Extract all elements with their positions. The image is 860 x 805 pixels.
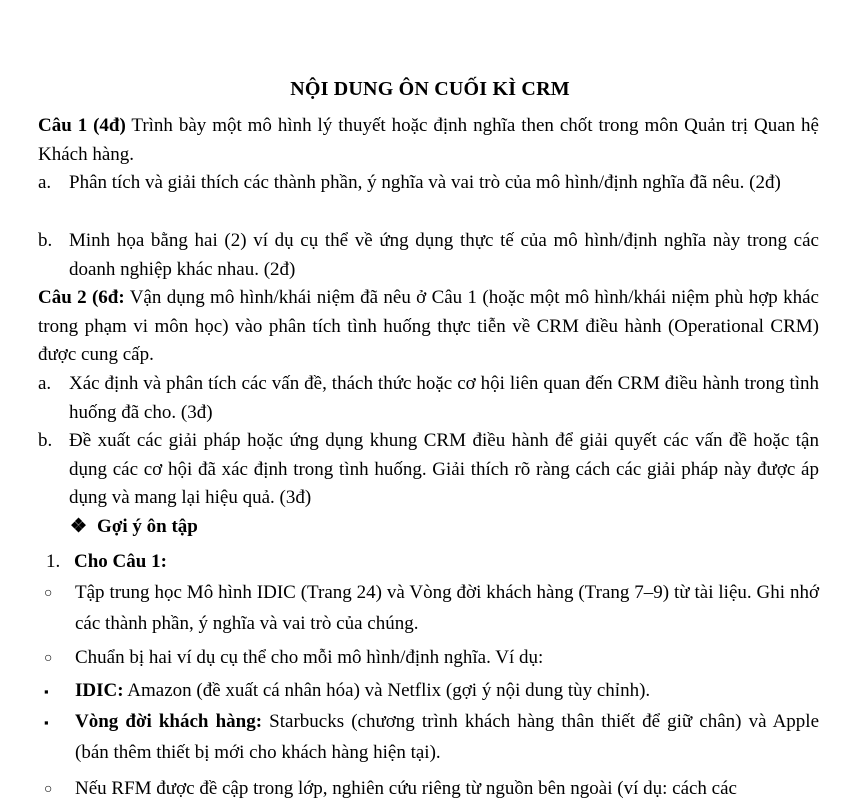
sub-bullet-2-text: Starbucks (chương trình khách hàng thân thiết để giữ chân) và Apple (bán thêm thiết bị mới cho khách hàng hiện tại). xyxy=(75,711,820,763)
hint-numbered-label: Cho Câu 1: xyxy=(74,551,167,572)
list-marker: b. xyxy=(38,230,53,251)
hint-bullet-2 xyxy=(44,642,819,673)
circle-bullet-icon: ○ xyxy=(44,586,53,601)
question-1-part-b-text: Minh họa bằng hai (2) ví dụ cụ thể về ứng dụng thực tế của mô hình/định nghĩa này trong các doanh nghiệp khác nhau. (2đ) xyxy=(69,230,819,280)
circle-bullet-icon: ○ xyxy=(44,651,53,666)
question-1 xyxy=(38,112,819,169)
question-1-text: Trình bày một mô hình lý thuyết hoặc định nghĩa then chốt trong môn Quản trị Quan hệ Khách hàng. xyxy=(38,115,819,165)
hint-heading xyxy=(70,513,198,541)
square-bullet-icon: ▪ xyxy=(44,684,49,699)
sub-bullet-2-label: Vòng đời khách hàng: xyxy=(75,711,263,732)
sub-bullet-1-text: Amazon (đề xuất cá nhân hóa) và Netflix (gợi ý nội dung tùy chỉnh). xyxy=(123,680,651,701)
list-marker: a. xyxy=(38,373,52,394)
circle-bullet-icon: ○ xyxy=(44,782,53,797)
question-2-part-b xyxy=(38,427,819,513)
question-2-part-a-text: Xác định và phân tích các vấn đề, thách thức hoặc cơ hội liên quan đến CRM điều hành trong tình huống đã cho. (3đ) xyxy=(69,373,819,423)
question-1-part-a xyxy=(38,169,819,198)
hint-bullet-1-text: Tập trung học Mô hình IDIC (Trang 24) và Vòng đời khách hàng (Trang 7–9) từ tài liệu. Ghi nhớ các thành phần, ý nghĩa và vai trò của chúng. xyxy=(75,582,819,634)
hint-bullet-3-text: Nếu RFM được đề cập trong lớp, nghiên cứu riêng từ nguồn bên ngoài (ví dụ: cách các xyxy=(75,778,737,799)
page-title: NỘI DUNG ÔN CUỐI KÌ CRM xyxy=(290,78,570,100)
square-bullet-icon: ▪ xyxy=(44,715,49,730)
question-2-part-b-text: Đề xuất các giải pháp hoặc ứng dụng khung CRM điều hành để giải quyết các vấn đề hoặc tận dụng các cơ hội đã xác định trong tình huống. Giải thích rõ ràng cách các giải pháp này được áp dụng và mang lại hiệu quả. (3đ) xyxy=(69,430,819,508)
hint-heading-text: Gợi ý ôn tập xyxy=(97,516,198,537)
sub-bullet-1-label: IDIC: xyxy=(75,680,124,701)
number-marker: 1. xyxy=(46,551,61,572)
hint-bullet-3 xyxy=(44,773,819,804)
list-marker: a. xyxy=(38,172,52,193)
list-marker: b. xyxy=(38,430,53,451)
question-1-part-b xyxy=(38,227,819,284)
hint-sub-bullet-1 xyxy=(44,675,819,706)
question-1-label: Câu 1 (4đ) xyxy=(38,115,126,136)
question-1-part-a-text: Phân tích và giải thích các thành phần, ý nghĩa và vai trò của mô hình/định nghĩa đã nêu. (2đ) xyxy=(69,172,781,193)
question-2 xyxy=(38,284,819,370)
hint-bullet-2-text: Chuẩn bị hai ví dụ cụ thể cho mỗi mô hình/định nghĩa. Ví dụ: xyxy=(75,647,544,668)
hint-sub-bullet-2 xyxy=(44,706,819,768)
question-2-part-a xyxy=(38,370,819,427)
question-2-label: Câu 2 (6đ: xyxy=(38,287,125,308)
question-2-text: Vận dụng mô hình/khái niệm đã nêu ở Câu 1 (hoặc một mô hình/khái niệm phù hợp khác trong phạm vi môn học) vào phân tích tình huống thực tiễn về CRM điều hành (Operational CRM) được cung cấp. xyxy=(38,287,819,365)
hint-bullet-1 xyxy=(44,577,819,639)
diamond-bullet-icon: ❖ xyxy=(70,516,88,537)
